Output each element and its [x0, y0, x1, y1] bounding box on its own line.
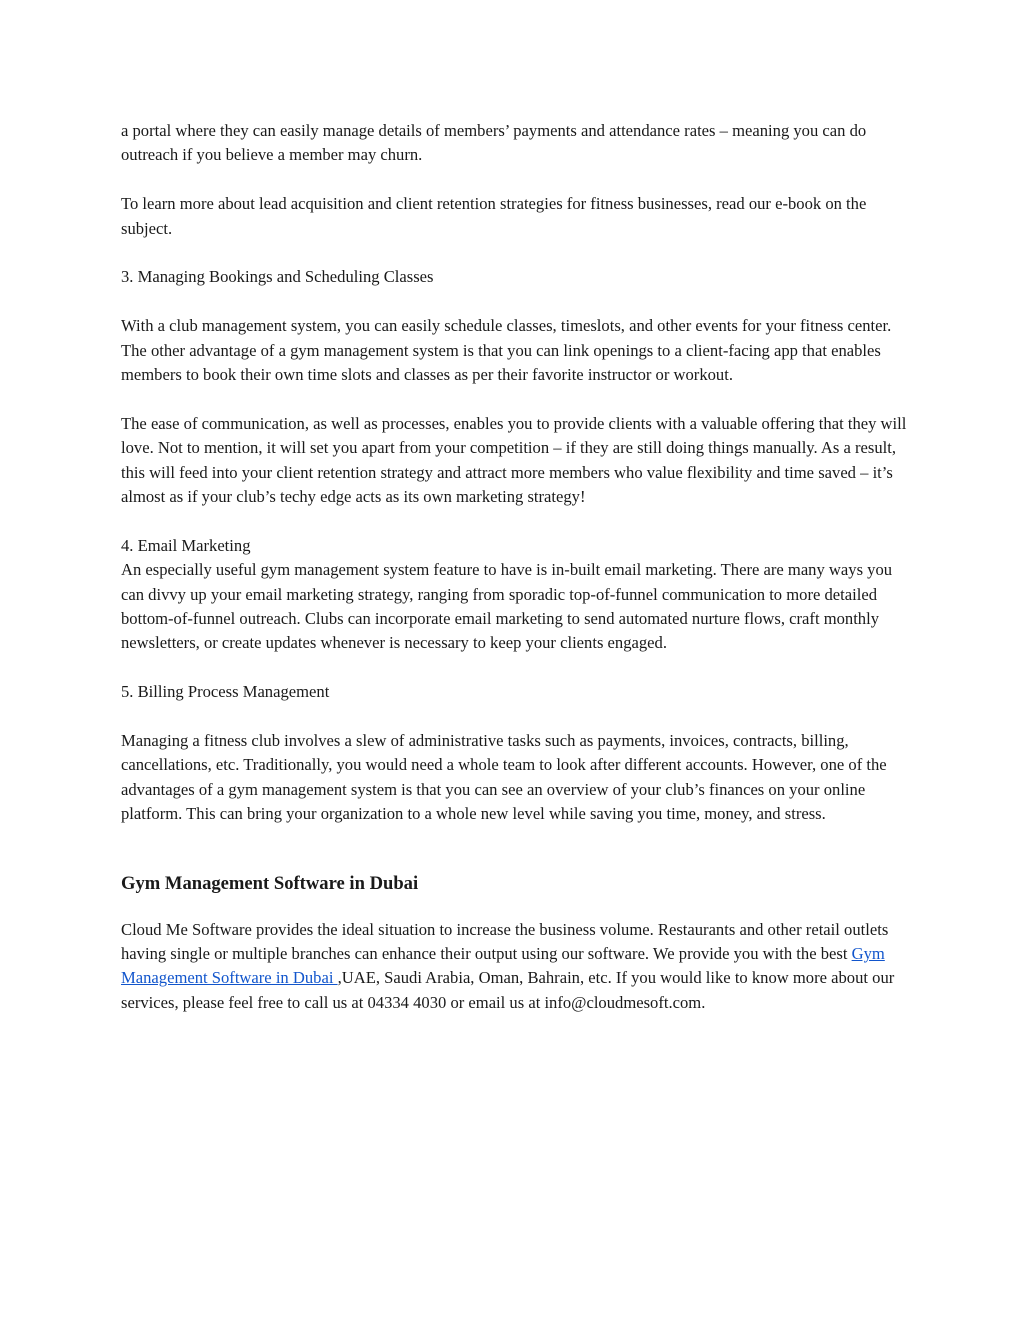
- spacer: [121, 827, 907, 872]
- section-5-paragraph: Managing a fitness club involves a slew of administrative tasks such as payments, invoices, contracts, billing, cancellations, etc. Traditionally, you would need a whole team to look after different accounts. However, one of the advantages of a gym management system is that you can see an overview of your club’s finances on your online platform. This can bring your organization to a whole new level while saving you time, money, and stress.: [121, 731, 887, 824]
- dubai-section-paragraph: [121, 918, 907, 1016]
- spacer: [121, 896, 907, 918]
- intro-paragraph: a portal where they can easily manage details of members’ payments and attendance rates – meaning you can do outreach if you believe a member may churn.: [121, 121, 867, 165]
- section-3-paragraph-1: With a club management system, you can easily schedule classes, timeslots, and other events for your fitness center. The other advantage of a gym management system is that you can link openings to a client-facing app that enables members to book their own time slots and classes as per their favorite instructor or workout.: [121, 316, 892, 385]
- section-5-heading: 5. Billing Process Management: [121, 682, 330, 702]
- spacer: [121, 290, 907, 314]
- section-4-heading: 4. Email Marketing: [121, 535, 251, 555]
- spacer: [121, 705, 907, 729]
- section-3-heading: 3. Managing Bookings and Scheduling Classes: [121, 267, 434, 287]
- section-4-paragraph: An especially useful gym management system feature to have is in-built email marketing. There are many ways you can divvy up your email marketing strategy, ranging from sporadic top-of-funnel communication to more detailed bottom-of-funnel outreach. Clubs can incorporate email marketing to send automated nurture flows, craft monthly newsletters, or create updates whenever is necessary to keep your clients engaged.: [121, 560, 893, 653]
- section-3-paragraph-2: The ease of communication, as well as processes, enables you to provide clients with a valuable offering that they will love. Not to mention, it will set you apart from your competition – if they are still doing things manually. As a result, this will feed into your client retention strategy and attract more members who value flexibility and time saved – it’s almost as if your club’s techy edge acts as its own marketing strategy!: [121, 413, 907, 507]
- learn-more-paragraph: To learn more about lead acquisition and client retention strategies for fitness businesses, read our e-book on the subject.: [121, 194, 867, 238]
- spacer: [121, 168, 907, 192]
- spacer: [121, 509, 907, 533]
- spacer: [121, 387, 907, 411]
- document-page: [121, 119, 907, 1015]
- spacer: [121, 241, 907, 265]
- spacer: [121, 656, 907, 680]
- dubai-section-heading: Gym Management Software in Dubai: [121, 872, 419, 894]
- dubai-paragraph-after-link: ,UAE, Saudi Arabia, Oman, Bahrain, etc. If you would like to know more about our services, please feel free to call us at 04334 4030 or email us at info@cloudmesoft.com.: [121, 968, 895, 1012]
- gym-management-software-link[interactable]: Gym Management Software in Dubai: [121, 944, 885, 988]
- dubai-paragraph-before-link: Cloud Me Software provides the ideal situation to increase the business volume. Restaurants and other retail outlets having single or multiple branches can enhance their output using our software. We provide you with the best: [121, 919, 889, 964]
